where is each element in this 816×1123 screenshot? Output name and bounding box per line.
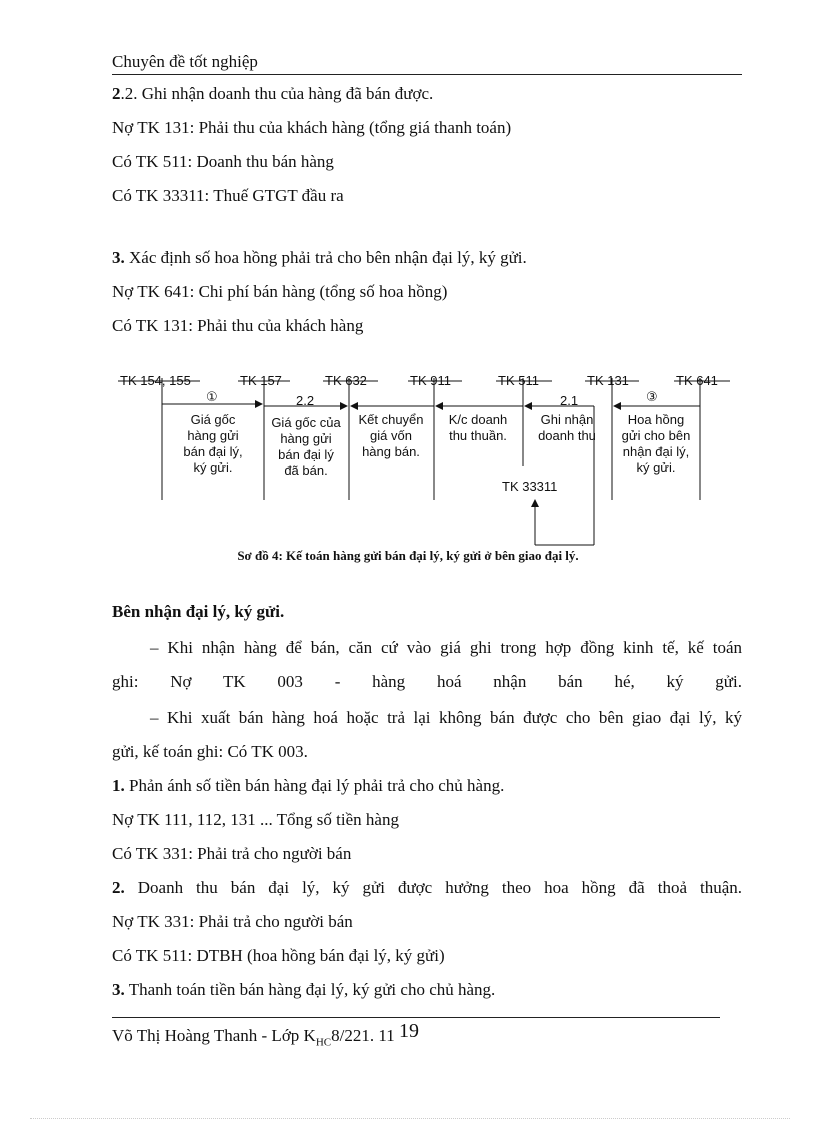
page-footer [112,1020,419,1049]
box2-line: hàng gửi [280,431,332,446]
footer-divider [112,1017,720,1018]
box1-line: Giá gốc [190,412,236,427]
page-bottom-edge [30,1118,790,1119]
account-label-641: TK 641 [676,373,718,388]
account-label-131: TK 131 [587,373,629,388]
box4-line: thu thuần. [449,428,507,443]
text-line [112,776,504,796]
line-text: Nợ TK 641: Chi phí bán hàng (tổng số hoa hồng) [112,282,448,301]
line-text: Nợ TK 331: Phải trả cho người bán [112,912,353,931]
account-label-33311: TK 33311 [502,479,558,494]
box1-line: ký gửi. [193,460,233,475]
box2-line: Giá gốc của [271,415,341,430]
box2-line: bán đại lý [278,447,334,462]
account-label-154-155: TK 154, 155 [120,373,191,388]
footer-class: 8/221. 11 [331,1026,399,1045]
line-text: Nợ TK 111, 112, 131 ... Tổng số tiền hàng [112,810,399,829]
text-line [112,844,351,864]
text-line [112,980,495,1000]
text-line [112,878,742,898]
box1-line: hàng gửi [187,428,239,443]
line-text: Có TK 331: Phải trả cho người bán [112,844,352,863]
line-text: Phản ánh số tiền bán hàng đại lý phải trả cho chủ hàng. [124,776,505,795]
box2-line: đã bán. [284,463,328,478]
account-label-511: TK 511 [498,373,539,388]
box5-line: Ghi nhận [540,412,594,427]
account-vertical-lines [162,378,700,500]
box1-line: bán đại lý, [183,444,243,459]
item-number: 1. [112,776,125,795]
paragraph-line: – Khi nhận hàng để bán, căn cứ vào giá ghi trong hợp đồng kinh tế, kế toán [150,638,742,657]
diagram-box-texts [183,412,690,478]
line-text: Thanh toán tiền bán hàng đại lý, ký gửi cho chủ hàng. [124,980,496,999]
paragraph-line: gửi, kế toán ghi: Có TK 003. [112,742,308,761]
text-line [112,810,399,830]
section-heading: Bên nhận đại lý, ký gửi. [112,602,285,621]
account-labels [118,373,730,388]
box3-line: Kết chuyển [358,412,424,427]
box6-line: ký gửi. [636,460,676,475]
box6-line: gửi cho bên [621,428,691,443]
line-text: Có TK 33311: Thuế GTGT đầu ra [112,186,344,205]
step-label-2-1: 2.1 [560,393,579,408]
diagram-caption: Sơ đồ 4: Kế toán hàng gửi bán đại lý, ký gửi ở bên giao đại lý. [237,548,579,563]
account-label-157: TK 157 [240,373,282,388]
flow-arrows [162,404,700,545]
footer-class-sub: HC [315,1036,332,1049]
step-label-3: ③ [646,389,658,404]
box3-line: giá vốn [370,428,412,443]
line-text: Có TK 511: DTBH (hoa hồng bán đại lý, ký gửi) [112,946,445,965]
box4-line: K/c doanh [448,412,508,427]
line-text: Doanh thu bán đại lý, ký gửi được hưởng theo hoa hồng đã thoả thuận. [124,878,742,897]
box6-line: Hoa hồng [627,412,685,427]
footer-author: Võ Thị Hoàng Thanh - Lớp K [112,1026,316,1045]
line-text: Xác định số hoa hồng phải trả cho bên nhận đại lý, ký gửi. [124,248,527,267]
box3-line: hàng bán. [362,444,420,459]
line-text: .2. Ghi nhận doanh thu của hàng đã bán được. [120,84,434,103]
item-number: 2. [112,878,125,897]
text-line [112,912,353,932]
box6-line: nhận đại lý, [622,444,690,459]
step-label-2-2: 2.2 [296,393,315,408]
item-number: 3. [112,980,125,999]
line-text: Nợ TK 131: Phải thu của khách hàng (tổng giá thanh toán) [112,118,512,137]
account-label-911: TK 911 [410,373,451,388]
page-header-title: Chuyên đề tốt nghiệp [112,52,258,71]
item-number: 2 [112,84,121,103]
page-number: 19 [398,1020,419,1042]
paragraph-line: ghi: Nợ TK 003 - hàng hoá nhận bán hé, ký gửi. [112,672,742,691]
box5-line: doanh thu [538,428,596,443]
item-number: 3. [112,248,125,267]
paragraph-line: – Khi xuất bán hàng hoá hoặc trả lại không bán được cho bên giao đại lý, ký [150,708,742,727]
account-label-632: TK 632 [325,373,367,388]
step-label-1: ① [206,389,218,404]
text-line [112,946,445,966]
line-text: Có TK 131: Phải thu của khách hàng [112,316,364,335]
line-text: Có TK 511: Doanh thu bán hàng [112,152,334,171]
